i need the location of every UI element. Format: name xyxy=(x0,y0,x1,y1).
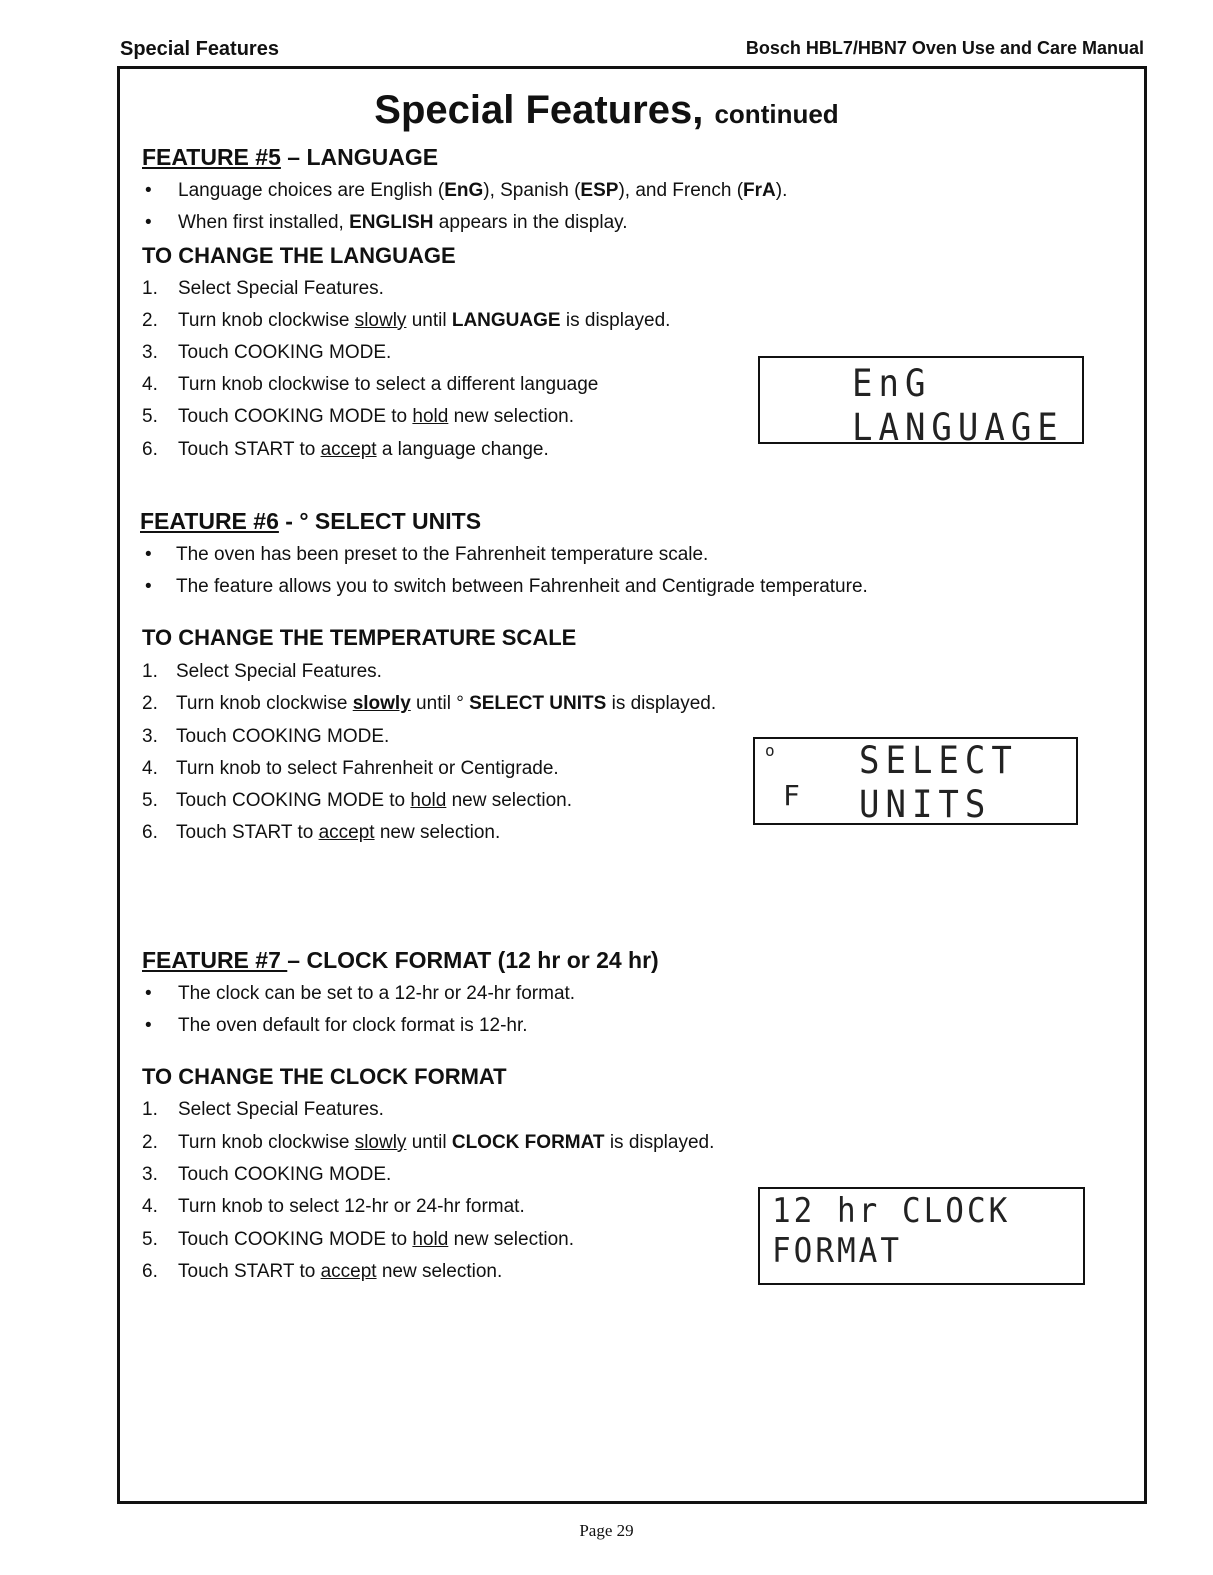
text: Touch COOKING MODE to xyxy=(178,1229,413,1250)
step-text: Select Special Features. xyxy=(176,661,382,682)
step-number: 3. xyxy=(142,726,158,747)
step-text: Touch COOKING MODE. xyxy=(176,726,390,747)
step-number: 3. xyxy=(142,1164,158,1185)
text: Turn knob clockwise xyxy=(178,1132,355,1153)
step-text: Select Special Features. xyxy=(178,278,384,299)
text: Touch COOKING MODE to xyxy=(176,790,411,811)
text: new selection. xyxy=(376,1261,503,1282)
clock-format-display xyxy=(758,1187,1085,1285)
step-text: Turn knob to select Fahrenheit or Centigrade. xyxy=(176,758,559,779)
bullet-dot: • xyxy=(145,983,152,1004)
bullet-dot: • xyxy=(145,212,152,233)
text-bold: EnG xyxy=(444,180,484,201)
step-number: 2. xyxy=(142,310,158,331)
page-number: Page 29 xyxy=(579,1521,634,1540)
text: new selection. xyxy=(446,790,573,811)
feature7-subheading: TO CHANGE THE CLOCK FORMAT xyxy=(142,1064,507,1089)
step-text: Turn knob clockwise to select a different language xyxy=(178,374,599,395)
step-number: 6. xyxy=(142,822,158,843)
text: new selection. xyxy=(374,822,501,843)
bullet-text: The oven has been preset to the Fahrenheit temperature scale. xyxy=(176,544,709,565)
text-underline: accept xyxy=(320,439,377,460)
bullet-dot: • xyxy=(145,544,152,565)
text-underline: slowly xyxy=(354,310,407,331)
feature7-heading-rest: – CLOCK FORMAT (12 hr or 24 hr) xyxy=(287,947,659,973)
text: new selection. xyxy=(448,1229,575,1250)
text: is displayed. xyxy=(604,1132,715,1153)
feature6-heading xyxy=(140,508,481,535)
text: until xyxy=(406,1132,452,1153)
header-section: Special Features xyxy=(120,38,279,60)
text: until ° xyxy=(410,693,470,714)
text: Touch START to xyxy=(176,822,319,843)
text-underline: accept xyxy=(320,1261,377,1282)
feature5-heading xyxy=(142,144,438,171)
step-number: 6. xyxy=(142,1261,158,1282)
step-number: 1. xyxy=(142,661,158,682)
text-bold: LANGUAGE xyxy=(451,310,561,331)
text: Language choices are English ( xyxy=(178,180,445,201)
text: is displayed. xyxy=(560,310,671,331)
text: Touch START to xyxy=(178,1261,321,1282)
text-underline: accept xyxy=(318,822,375,843)
step-number: 2. xyxy=(142,1132,158,1153)
feature6-subheading: TO CHANGE THE TEMPERATURE SCALE xyxy=(142,625,577,650)
bullet-dot: • xyxy=(145,576,152,597)
text: Turn knob clockwise xyxy=(178,310,355,331)
language-display-text: EnG LANGUAGE xyxy=(852,362,1064,450)
step-number: 4. xyxy=(142,758,158,779)
text-bold: ESP xyxy=(580,180,619,201)
step-number: 4. xyxy=(142,374,158,395)
text-underline: slowly xyxy=(354,1132,407,1153)
step-number: 1. xyxy=(142,278,158,299)
step-number: 5. xyxy=(142,406,158,427)
text: Touch START to xyxy=(178,439,321,460)
text-underline: hold xyxy=(412,406,449,427)
text: ), Spanish ( xyxy=(483,180,581,201)
page-title-continued: continued xyxy=(714,99,839,129)
page-title-main: Special Features, xyxy=(374,88,704,132)
bullet-dot: • xyxy=(145,180,152,201)
feature5-subheading: TO CHANGE THE LANGUAGE xyxy=(142,243,456,268)
language-display xyxy=(758,356,1084,450)
step-number: 5. xyxy=(142,1229,158,1250)
step-number: 3. xyxy=(142,342,158,363)
text-underline: hold xyxy=(412,1229,449,1250)
bullet-text: The clock can be set to a 12-hr or 24-hr format. xyxy=(178,983,576,1004)
text: Touch COOKING MODE to xyxy=(178,406,413,427)
text: a language change. xyxy=(376,439,549,460)
step-number: 2. xyxy=(142,693,158,714)
text: new selection. xyxy=(448,406,575,427)
text: ). xyxy=(775,180,788,201)
feature5-heading-rest: – LANGUAGE xyxy=(280,144,439,170)
units-display-degree: o xyxy=(765,741,775,760)
units-display-unit: F xyxy=(783,779,800,812)
page-title xyxy=(0,88,1213,133)
units-display-text: SELECT UNITS xyxy=(859,739,1018,827)
text: until xyxy=(406,310,452,331)
units-display xyxy=(753,737,1078,825)
step-number: 5. xyxy=(142,790,158,811)
text-underline: hold xyxy=(410,790,447,811)
step-text: Touch COOKING MODE. xyxy=(178,1164,392,1185)
step-number: 4. xyxy=(142,1196,158,1217)
text: is displayed. xyxy=(606,693,717,714)
text: When first installed, xyxy=(178,212,350,233)
running-head xyxy=(120,36,1144,66)
feature6-heading-label: FEATURE #6 xyxy=(140,508,279,534)
feature7-heading xyxy=(142,947,659,974)
step-text: Select Special Features. xyxy=(178,1099,384,1120)
step-text: Turn knob to select 12-hr or 24-hr format. xyxy=(178,1196,525,1217)
step-number: 1. xyxy=(142,1099,158,1120)
text-bold: ENGLISH xyxy=(349,212,434,233)
clock-format-display-text: 12 hr CLOCK FORMAT xyxy=(772,1191,1011,1271)
bullet-text: The feature allows you to switch between Fahrenheit and Centigrade temperature. xyxy=(176,576,868,597)
text-bold: CLOCK FORMAT xyxy=(451,1132,605,1153)
step-text: Touch COOKING MODE. xyxy=(178,342,392,363)
text-bold: FrA xyxy=(743,180,776,201)
feature6-heading-rest: - ° SELECT UNITS xyxy=(278,508,482,534)
bullet-dot: • xyxy=(145,1015,152,1036)
feature7-heading-label: FEATURE #7 xyxy=(142,947,288,973)
text: Turn knob clockwise xyxy=(176,693,353,714)
text: appears in the display. xyxy=(433,212,628,233)
step-number: 6. xyxy=(142,439,158,460)
feature5-heading-label: FEATURE #5 xyxy=(142,144,281,170)
bullet-text: The oven default for clock format is 12-hr. xyxy=(178,1015,528,1036)
text-underline: slowly xyxy=(352,693,411,714)
text-bold: SELECT UNITS xyxy=(469,693,607,714)
text: ), and French ( xyxy=(618,180,744,201)
header-manual-title: Bosch HBL7/HBN7 Oven Use and Care Manual xyxy=(745,38,1144,58)
